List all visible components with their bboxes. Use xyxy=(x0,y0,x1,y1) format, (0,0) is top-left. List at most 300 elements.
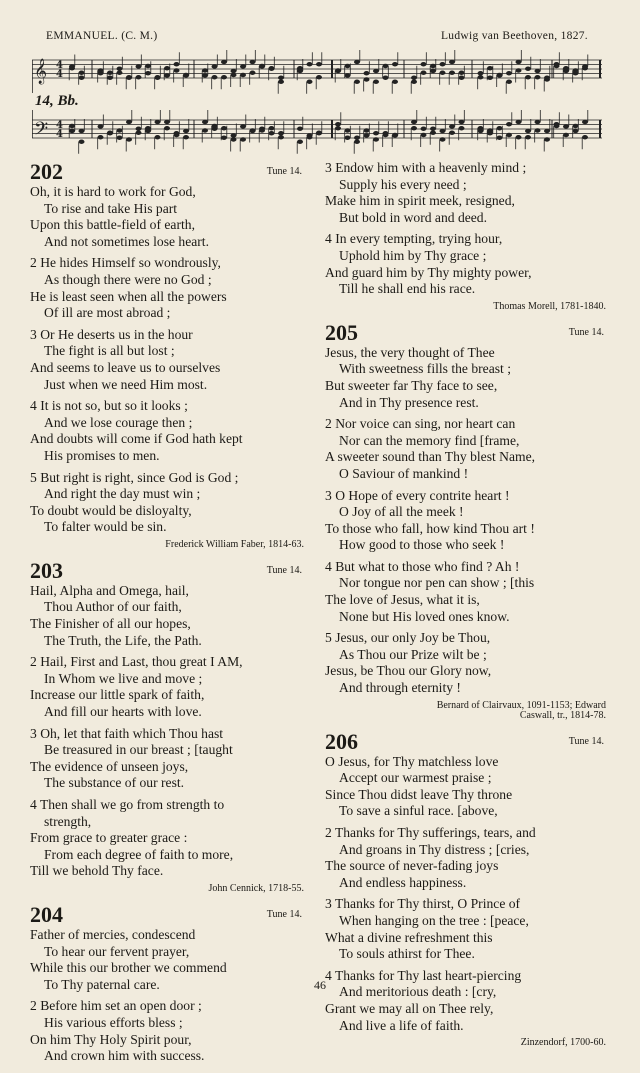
note-head xyxy=(535,75,541,79)
verse-line: Supply his every need ; xyxy=(339,176,467,192)
verse-line: 3 Or He deserts us in the hour xyxy=(30,326,193,342)
time-signature: 4 xyxy=(56,69,63,80)
note-head xyxy=(202,68,208,72)
note-head xyxy=(392,80,398,84)
note-head xyxy=(164,126,170,130)
note-head xyxy=(421,71,427,75)
note-head xyxy=(449,60,455,64)
note-head xyxy=(231,133,237,137)
verse-line: Increase our little spark of faith, xyxy=(30,687,205,703)
verse-line: Father of mercies, condescend xyxy=(30,926,196,942)
tune-reference: Tune 14. xyxy=(568,327,604,339)
note-head xyxy=(297,127,303,131)
note-head xyxy=(525,135,531,139)
note-head xyxy=(174,68,180,72)
verse-line: O Jesus, for Thy matchless love xyxy=(325,753,499,769)
note-head xyxy=(164,120,170,124)
hymn xyxy=(325,160,612,313)
hymn-number: 203 xyxy=(30,557,63,583)
note-head xyxy=(449,131,455,135)
stanza xyxy=(325,630,612,696)
note-head xyxy=(269,66,275,70)
note-head xyxy=(164,66,170,70)
author-attribution: Thomas Morell, 1781-1840. xyxy=(493,300,606,312)
note-head xyxy=(307,80,313,84)
note-head xyxy=(582,135,588,139)
note-head xyxy=(221,136,227,140)
note-head xyxy=(383,76,389,80)
note-head xyxy=(535,69,541,73)
note-head xyxy=(79,129,85,133)
hymn-heading xyxy=(30,559,310,583)
verse-line: Since Thou didst leave Thy throne xyxy=(325,786,513,802)
note-head xyxy=(212,124,218,128)
note-head xyxy=(145,64,151,68)
note-head xyxy=(364,71,370,75)
note-head xyxy=(174,62,180,66)
note-head xyxy=(554,64,560,68)
music-header xyxy=(46,30,588,48)
note-head xyxy=(383,133,389,137)
note-head xyxy=(183,73,189,77)
hymn xyxy=(325,730,612,1050)
author-attribution: Caswall, tr., 1814-78. xyxy=(519,709,606,721)
verse-line: 2 Nor voice can sing, nor heart can xyxy=(325,416,516,432)
verse-line: From each degree of faith to more, xyxy=(44,846,234,862)
verse-line: The love of Jesus, what it is, xyxy=(325,592,480,608)
note-head xyxy=(259,128,265,132)
note-head xyxy=(554,124,560,128)
verse-line: 3 Thanks for Thy thirst, O Prince of xyxy=(325,896,521,912)
verse-line: And in Thy presence rest. xyxy=(339,394,479,410)
note-head xyxy=(212,64,218,68)
verse-line: 2 Hail, First and Last, thou great I AM, xyxy=(30,654,243,670)
stanza xyxy=(30,398,310,464)
note-head xyxy=(98,124,104,128)
tune-name: EMMANUEL. (C. M.) xyxy=(46,30,158,42)
hymn-number: 202 xyxy=(30,159,63,184)
note-head xyxy=(506,122,512,126)
hymn-number: 204 xyxy=(30,901,63,927)
stanza xyxy=(30,327,310,393)
note-head xyxy=(373,69,379,73)
verse-line: Uphold him by Thy grace ; xyxy=(339,247,487,263)
note-head xyxy=(155,75,161,79)
time-signature: 4 xyxy=(56,60,63,71)
note-head xyxy=(117,71,123,75)
note-head xyxy=(231,137,237,141)
verse-line: 2 Before him set an open door ; xyxy=(30,998,202,1014)
note-head xyxy=(506,80,512,84)
verse-line: As Thou our Prize wilt be ; xyxy=(339,646,487,662)
verse-line: None but His loved ones know. xyxy=(339,608,510,624)
note-head xyxy=(250,71,256,75)
note-head xyxy=(335,126,341,130)
note-head xyxy=(354,140,360,144)
note-head xyxy=(544,137,550,141)
note-head xyxy=(259,64,265,68)
music-score xyxy=(32,50,606,154)
note-head xyxy=(421,62,427,66)
note-head xyxy=(573,124,579,128)
note-head xyxy=(117,136,123,140)
note-head xyxy=(440,62,446,66)
stanza xyxy=(30,470,310,536)
verse-line: Till he shall end his race. xyxy=(339,281,476,297)
note-head xyxy=(155,120,161,124)
note-head xyxy=(136,127,142,131)
note-head xyxy=(582,120,588,124)
note-head xyxy=(364,128,370,132)
hymn xyxy=(30,160,310,551)
verse-line: Grant we may all on Thee rely, xyxy=(325,1000,494,1016)
stanza xyxy=(325,754,612,820)
note-head xyxy=(459,120,465,124)
note-head xyxy=(316,131,322,135)
note-head xyxy=(250,128,256,132)
note-head xyxy=(478,126,484,130)
verse-line: And right the day must win ; xyxy=(44,486,201,502)
verse-line: To rise and take His part xyxy=(44,200,178,216)
page-number: 46 xyxy=(314,978,326,992)
right-column xyxy=(325,160,612,1057)
stanza xyxy=(325,825,612,891)
verse-line: When hanging on the tree : [peace, xyxy=(339,912,529,928)
verse-line: To save a sinful race. [above, xyxy=(339,803,498,819)
verse-line: Jesus, the very thought of Thee xyxy=(325,344,495,360)
stanza xyxy=(325,345,612,411)
time-signature: 4 xyxy=(56,129,63,140)
hymn-heading xyxy=(325,730,612,754)
verse-line: Till we behold Thy face. xyxy=(30,863,164,879)
note-head xyxy=(459,126,465,130)
tune-reference: Tune 14. xyxy=(266,909,302,921)
verse-line: And seems to leave us to ourselves xyxy=(30,359,221,375)
verse-line: The Finisher of all our hopes, xyxy=(30,616,191,632)
note-head xyxy=(563,66,569,70)
verse-line: As though there were no God ; xyxy=(44,271,212,287)
verse-line: Hail, Alpha and Omega, hail, xyxy=(30,582,189,598)
verse-line: His various efforts bless ; xyxy=(44,1014,183,1030)
verse-line: And live a life of faith. xyxy=(339,1017,464,1033)
note-head xyxy=(69,129,75,133)
note-head xyxy=(98,135,104,139)
verse-line: And crown him with success. xyxy=(44,1048,205,1064)
note-head xyxy=(240,124,246,128)
note-head xyxy=(174,133,180,137)
note-head xyxy=(421,133,427,137)
note-head xyxy=(202,120,208,124)
note-head xyxy=(297,66,303,70)
verse-line: The substance of our rest. xyxy=(44,775,185,791)
author-attribution: Bernard of Clairvaux, 1091-1153; Edward xyxy=(436,699,606,711)
note-head xyxy=(345,64,351,68)
stanza xyxy=(30,797,310,880)
note-head xyxy=(107,76,113,80)
verse-line: 5 But right is right, since God is God ; xyxy=(30,469,239,485)
composer: Ludwig van Beethoven, 1827. xyxy=(440,30,588,42)
note-head xyxy=(345,128,351,132)
note-head xyxy=(364,133,370,137)
verse-line: 4 In every tempting, trying hour, xyxy=(325,231,503,247)
note-head xyxy=(79,140,85,144)
hymn-heading xyxy=(30,160,310,184)
stanza xyxy=(30,726,310,792)
verse-line: 5 Jesus, our only Joy be Thou, xyxy=(325,630,491,646)
verse-line: 2 He hides Himself so wondrously, xyxy=(30,255,221,271)
verse-line: While this our brother we commend xyxy=(30,960,227,976)
verse-line: Accept our warmest praise ; xyxy=(339,770,492,786)
note-head xyxy=(240,73,246,77)
stanza xyxy=(325,416,612,482)
note-head xyxy=(449,124,455,128)
note-head xyxy=(459,76,465,80)
note-head xyxy=(107,71,113,75)
note-head xyxy=(269,126,275,130)
verse-line: In Whom we live and move ; xyxy=(44,670,203,686)
bass-clef-icon: 𝄢 xyxy=(34,119,49,144)
note-head xyxy=(421,127,427,131)
verse-line: 4 It is not so, but so it looks ; xyxy=(30,398,188,414)
left-column xyxy=(30,160,310,1073)
hymn-number: 206 xyxy=(325,728,358,754)
note-head xyxy=(573,129,579,133)
note-head xyxy=(117,128,123,132)
note-head xyxy=(516,135,522,139)
verse-line: Jesus, be Thou our Glory now, xyxy=(325,663,492,679)
verse-line: The fight is all but lost ; xyxy=(44,343,175,359)
verse-line: The Truth, the Life, the Path. xyxy=(44,632,202,648)
hymn-heading xyxy=(325,321,612,345)
author-attribution: Frederick William Faber, 1814-63. xyxy=(165,538,304,550)
note-head xyxy=(478,75,484,79)
note-head xyxy=(544,129,550,133)
note-head xyxy=(269,131,275,135)
note-head xyxy=(430,64,436,68)
note-head xyxy=(411,76,417,80)
note-head xyxy=(373,131,379,135)
note-head xyxy=(126,120,132,124)
note-head xyxy=(231,73,237,77)
note-head xyxy=(221,60,227,64)
verse-line: Make him in spirit meek, resigned, xyxy=(325,193,515,209)
note-head xyxy=(525,75,531,79)
tune-reference: Tune 14. xyxy=(266,565,302,577)
verse-line: Nor can the memory find [frame, xyxy=(339,432,520,448)
note-head xyxy=(145,71,151,75)
note-head xyxy=(392,62,398,66)
note-head xyxy=(383,64,389,68)
verse-line: Upon this battle-field of earth, xyxy=(30,217,195,233)
verse-line: His promises to men. xyxy=(44,447,160,463)
verse-line: And groans in Thy distress ; [cries, xyxy=(339,841,530,857)
verse-line: 3 O Hope of every contrite heart ! xyxy=(325,487,510,503)
note-head xyxy=(516,68,522,72)
verse-line: From grace to greater grace : xyxy=(30,830,188,846)
note-head xyxy=(411,80,417,84)
note-head xyxy=(117,67,123,71)
note-head xyxy=(183,135,189,139)
note-head xyxy=(430,131,436,135)
verse-line: But sweeter far Thy face to see, xyxy=(325,377,498,393)
verse-line: To hear our fervent prayer, xyxy=(44,943,190,959)
note-head xyxy=(335,68,341,72)
note-head xyxy=(126,75,132,79)
stanza xyxy=(30,184,310,250)
note-head xyxy=(136,64,142,68)
note-head xyxy=(307,62,313,66)
verse-line: And fill our hearts with love. xyxy=(44,704,202,720)
verse-line: Oh, it is hard to work for God, xyxy=(30,184,196,199)
note-head xyxy=(79,71,85,75)
verse-line: 3 Endow him with a heavenly mind ; xyxy=(325,160,527,175)
verse-line: O Joy of all the meek ! xyxy=(339,504,464,520)
verse-line: A sweeter sound than Thy blest Name, xyxy=(325,449,536,465)
stanza xyxy=(325,559,612,625)
verse-line: 4 Thanks for Thy last heart-piercing xyxy=(325,967,522,983)
verse-line: strength, xyxy=(44,813,92,829)
note-head xyxy=(202,128,208,132)
note-head xyxy=(278,80,284,84)
verse-line: With sweetness fills the breast ; xyxy=(339,361,511,377)
note-head xyxy=(392,133,398,137)
verse-line: 4 But what to those who find ? Ah ! xyxy=(325,558,520,574)
note-head xyxy=(525,67,531,71)
author-attribution: John Cennick, 1718-55. xyxy=(208,882,304,894)
note-head xyxy=(364,77,370,81)
note-head xyxy=(240,137,246,141)
treble-clef-icon: 𝄞 xyxy=(34,59,48,84)
note-head xyxy=(430,69,436,73)
note-head xyxy=(155,135,161,139)
verse-line: To those who fall, how kind Thou art ! xyxy=(325,520,535,536)
verse-line: The evidence of unseen joys, xyxy=(30,758,189,774)
note-head xyxy=(107,131,113,135)
note-head xyxy=(440,137,446,141)
stanza xyxy=(30,583,310,649)
verse-line: Be treasured in our breast ; [taught xyxy=(44,742,233,758)
note-head xyxy=(354,80,360,84)
note-head xyxy=(164,73,170,77)
verse-line: 3 Oh, let that faith which Thou hast xyxy=(30,725,224,741)
note-head xyxy=(278,135,284,139)
tune-reference: Tune 14. xyxy=(568,736,604,748)
note-head xyxy=(411,126,417,130)
note-head xyxy=(459,71,465,75)
note-head xyxy=(307,135,313,139)
verse-line: Nor tongue nor pen can show ; [this xyxy=(339,575,535,591)
verse-line: What a divine refreshment this xyxy=(325,929,493,945)
note-head xyxy=(487,66,493,70)
verse-line: And we lose courage then ; xyxy=(44,414,193,430)
note-head xyxy=(535,120,541,124)
note-head xyxy=(316,75,322,79)
note-head xyxy=(69,66,75,70)
note-head xyxy=(373,137,379,141)
note-head xyxy=(478,71,484,75)
hymn xyxy=(30,559,310,895)
verse-line: On him Thy Holy Spirit pour, xyxy=(30,1031,192,1047)
note-head xyxy=(145,126,151,130)
hymn-number: 205 xyxy=(325,319,358,345)
verse-line: He is least seen when all the powers xyxy=(30,288,227,304)
note-head xyxy=(544,77,550,81)
note-head xyxy=(506,133,512,137)
note-head xyxy=(221,75,227,79)
note-head xyxy=(136,75,142,79)
key-signature-label: 14, Bb. xyxy=(32,93,82,110)
note-head xyxy=(535,128,541,132)
note-head xyxy=(212,75,218,79)
stanza xyxy=(30,255,310,321)
note-head xyxy=(345,136,351,140)
stanza xyxy=(325,160,612,226)
note-head xyxy=(345,73,351,77)
note-head xyxy=(126,137,132,141)
verse-line: And doubts will come if God hath kept xyxy=(30,431,243,447)
hymn xyxy=(325,321,612,722)
verse-line: To doubt would be disloyalty, xyxy=(30,502,192,518)
verse-line: But bold in word and deed. xyxy=(339,209,487,225)
note-head xyxy=(440,129,446,133)
note-head xyxy=(440,71,446,75)
verse-line: And through eternity ! xyxy=(339,680,461,696)
verse-line: O Saviour of mankind ! xyxy=(339,465,469,481)
stanza xyxy=(325,231,612,297)
verse-line: And meritorious death : [cry, xyxy=(339,984,497,1000)
note-head xyxy=(563,124,569,128)
verse-line: To souls athirst for Thee. xyxy=(339,946,475,962)
note-head xyxy=(136,131,142,135)
note-head xyxy=(373,80,379,84)
stanza xyxy=(30,654,310,720)
note-head xyxy=(79,76,85,80)
note-head xyxy=(231,69,237,73)
author-attribution: Zinzendorf, 1700-60. xyxy=(520,1037,606,1049)
verse-line: And not sometimes lose heart. xyxy=(44,233,209,249)
note-head xyxy=(525,129,531,133)
stanza xyxy=(325,896,612,962)
verse-line: And guard him by Thy mighty power, xyxy=(325,264,532,280)
note-head xyxy=(573,68,579,72)
verse-line: To Thy paternal care. xyxy=(44,976,160,992)
note-head xyxy=(497,73,503,77)
note-head xyxy=(497,126,503,130)
note-head xyxy=(202,73,208,77)
note-head xyxy=(487,128,493,132)
note-head xyxy=(506,71,512,75)
verse-line: 2 Thanks for Thy sufferings, tears, and xyxy=(325,825,536,840)
note-head xyxy=(430,127,436,131)
tune-reference: Tune 14. xyxy=(266,166,302,178)
note-head xyxy=(278,131,284,135)
note-head xyxy=(183,129,189,133)
note-head xyxy=(278,76,284,80)
verse-line: Just when we need Him most. xyxy=(44,376,208,392)
verse-line: 4 Then shall we go from strength to xyxy=(30,797,225,812)
note-head xyxy=(582,66,588,70)
note-head xyxy=(297,140,303,144)
note-head xyxy=(354,136,360,140)
verse-line: Of ill are most abroad ; xyxy=(44,305,171,321)
note-head xyxy=(411,120,417,124)
verse-line: To falter would be sin. xyxy=(44,519,167,535)
note-head xyxy=(240,64,246,68)
note-head xyxy=(487,76,493,80)
verse-line: And endless happiness. xyxy=(339,874,467,890)
note-head xyxy=(516,120,522,124)
note-head xyxy=(98,68,104,72)
